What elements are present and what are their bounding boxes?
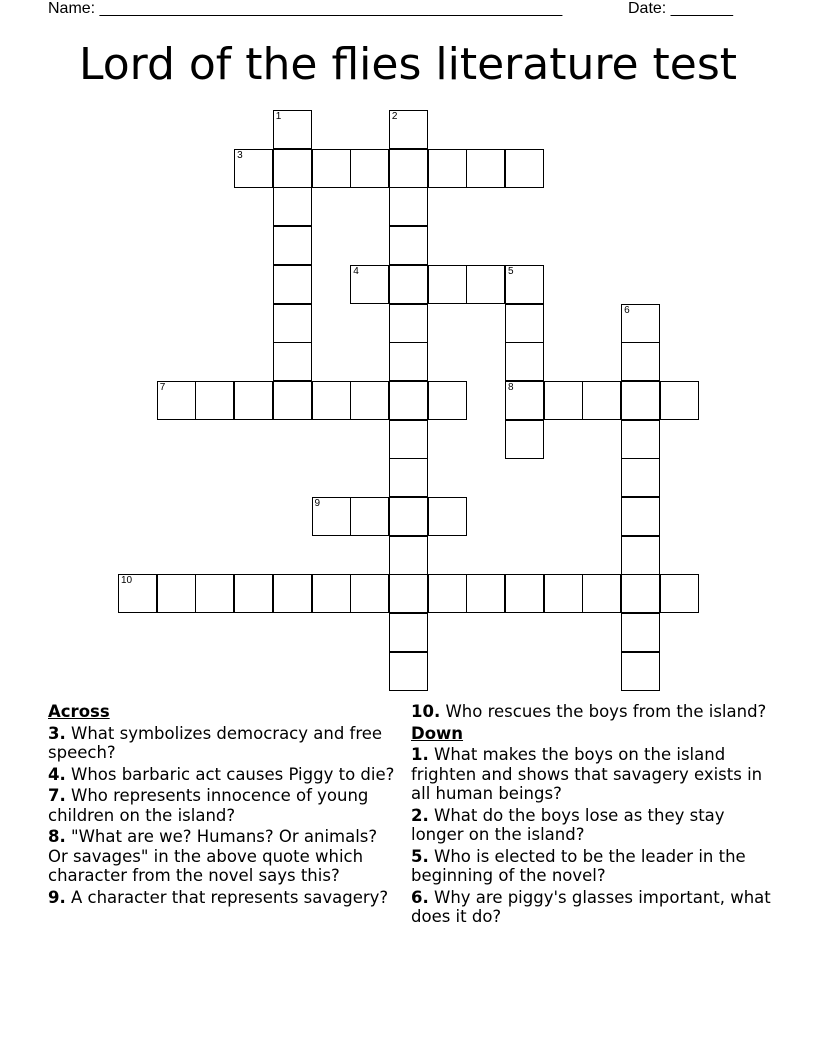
crossword-cell[interactable] — [428, 574, 467, 613]
crossword-cell[interactable] — [389, 149, 428, 188]
crossword-cell[interactable] — [582, 574, 621, 613]
crossword-cell[interactable] — [505, 381, 544, 420]
across-clue-7: 7. Who represents innocence of young children on the island? — [48, 786, 369, 825]
crossword-cell[interactable] — [621, 420, 660, 459]
crossword-cell[interactable] — [350, 497, 389, 536]
clues-column-right — [411, 702, 771, 929]
crossword-cell[interactable] — [273, 187, 312, 226]
crossword-cell[interactable] — [428, 497, 467, 536]
crossword-cell[interactable] — [621, 613, 660, 652]
crossword-cell[interactable] — [389, 458, 428, 497]
crossword-cell[interactable] — [428, 265, 467, 304]
crossword-cell[interactable] — [195, 381, 234, 420]
crossword-cell[interactable] — [389, 574, 428, 613]
crossword-cell[interactable] — [273, 149, 312, 188]
crossword-cell[interactable] — [312, 149, 351, 188]
clue-number-label: 8 — [508, 381, 514, 393]
crossword-cell[interactable] — [389, 187, 428, 226]
crossword-cell[interactable] — [505, 265, 544, 304]
crossword-cell[interactable] — [389, 497, 428, 536]
clue-number-label: 1 — [275, 111, 282, 122]
crossword-cell[interactable] — [389, 613, 428, 652]
crossword-cell[interactable] — [273, 265, 312, 304]
across-clue-8: 8. "What are we? Humans? Or animals? Or savages" in the above quote which character from the novel says this? — [48, 827, 378, 885]
crossword-cell[interactable] — [389, 420, 428, 459]
crossword-cell[interactable] — [273, 226, 312, 265]
clue-number-label: 5 — [508, 265, 514, 277]
crossword-cell[interactable] — [389, 110, 428, 149]
crossword-cell[interactable] — [505, 304, 544, 343]
crossword-cell[interactable] — [389, 381, 428, 420]
across-heading: Across — [48, 702, 110, 721]
clues-column-left — [48, 702, 398, 909]
crossword-cell[interactable] — [273, 342, 312, 381]
crossword-cell[interactable] — [273, 381, 312, 420]
crossword-cell[interactable] — [505, 420, 544, 459]
crossword-cell[interactable] — [544, 381, 583, 420]
crossword-cell[interactable] — [582, 381, 621, 420]
clue-number-label: 7 — [159, 381, 166, 393]
across-clue-10: 10. Who rescues the boys from the island? — [411, 702, 767, 721]
clue-number-label: 9 — [314, 498, 321, 509]
clue-number-label: 3 — [237, 149, 243, 161]
crossword-cell[interactable] — [621, 458, 660, 497]
crossword-cell[interactable] — [466, 265, 505, 304]
down-clue-5: 5. Who is elected to be the leader in the beginning of the novel? — [411, 846, 746, 885]
crossword-cell[interactable] — [621, 536, 660, 575]
crossword-cell[interactable] — [234, 381, 273, 420]
crossword-cell[interactable] — [505, 574, 544, 613]
crossword-cell[interactable] — [660, 381, 699, 420]
crossword-cell[interactable] — [505, 342, 544, 381]
crossword-cell[interactable] — [621, 652, 660, 691]
crossword-cell[interactable] — [428, 381, 467, 420]
crossword-cell[interactable] — [350, 149, 389, 188]
crossword-cell[interactable] — [350, 574, 389, 613]
clue-number-label: 4 — [353, 265, 359, 277]
clue-number-label: 2 — [391, 111, 398, 122]
crossword-cell[interactable] — [350, 265, 389, 304]
crossword-cell[interactable] — [312, 381, 351, 420]
crossword-cell[interactable] — [544, 574, 583, 613]
crossword-cell[interactable] — [350, 381, 389, 420]
crossword-cell[interactable] — [621, 342, 660, 381]
down-clue-6: 6. Why are piggy's glasses important, what does it do? — [411, 887, 771, 926]
down-clue-1: 1. What makes the boys on the island frighten and shows that savagery exists in all human beings? — [411, 745, 763, 803]
clue-number-label: 6 — [624, 304, 630, 316]
down-clue-2: 2. What do the boys lose as they stay longer on the island? — [411, 805, 725, 844]
page-title: Lord of the flies literature test — [78, 39, 738, 90]
crossword-cell[interactable] — [389, 304, 428, 343]
clue-number-label: 10 — [121, 575, 133, 587]
crossword-cell[interactable] — [389, 226, 428, 265]
crossword-cell[interactable] — [389, 265, 428, 304]
crossword-cell[interactable] — [195, 574, 234, 613]
crossword-cell[interactable] — [621, 574, 660, 613]
crossword-cell[interactable] — [621, 381, 660, 420]
down-heading: Down — [411, 723, 464, 743]
date-field[interactable]: Date: _______ — [628, 0, 733, 17]
crossword-cell[interactable] — [312, 574, 351, 613]
crossword-cell[interactable] — [118, 574, 157, 613]
crossword-cell[interactable] — [273, 110, 312, 149]
crossword-cell[interactable] — [621, 497, 660, 536]
across-clue-4: 4. Whos barbaric act causes Piggy to die? — [48, 764, 395, 784]
crossword-cell[interactable] — [312, 497, 351, 536]
crossword-cell[interactable] — [389, 342, 428, 381]
crossword-cell[interactable] — [157, 574, 196, 613]
crossword-cell[interactable] — [273, 574, 312, 613]
crossword-cell[interactable] — [466, 149, 505, 188]
name-field[interactable]: Name: ____________________________________________________ — [48, 0, 563, 17]
crossword-cell[interactable] — [234, 149, 273, 188]
crossword-cell[interactable] — [466, 574, 505, 613]
crossword-cell[interactable] — [389, 536, 428, 575]
across-clue-9: 9. A character that represents savagery? — [48, 887, 389, 907]
crossword-cell[interactable] — [234, 574, 273, 613]
across-clue-3: 3. What symbolizes democracy and free speech? — [48, 723, 383, 762]
crossword-cell[interactable] — [621, 304, 660, 343]
crossword-cell[interactable] — [389, 652, 428, 691]
crossword-cell[interactable] — [505, 149, 544, 188]
crossword-cell[interactable] — [660, 574, 699, 613]
crossword-cell[interactable] — [157, 381, 196, 420]
crossword-cell[interactable] — [273, 304, 312, 343]
crossword-cell[interactable] — [428, 149, 467, 188]
